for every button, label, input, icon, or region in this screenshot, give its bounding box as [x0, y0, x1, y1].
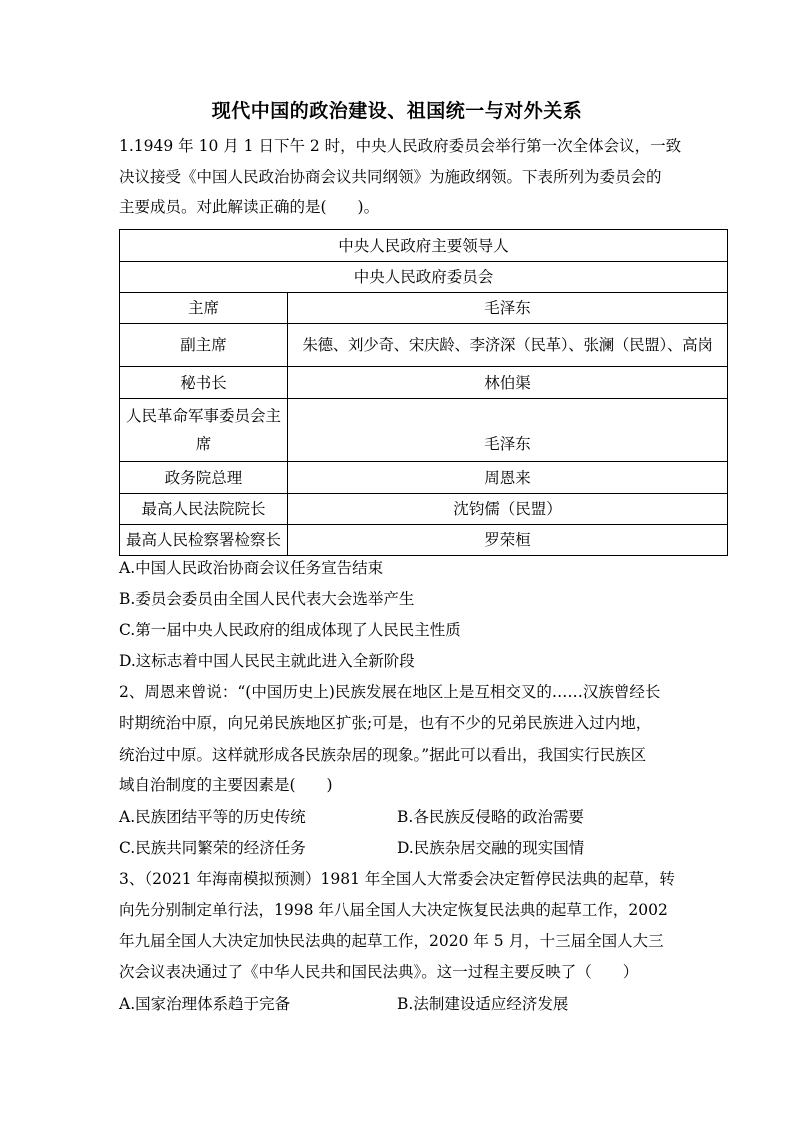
table-header: 中央人民政府主要领导人: [120, 230, 728, 262]
table-row: [120, 525, 728, 556]
table-row: [120, 230, 728, 262]
table-row: [120, 494, 728, 525]
role-line-1: 人民革命军事委员会主: [125, 407, 281, 425]
table-row: [120, 324, 728, 367]
q3-stem-line-2: 向先分别制定单行法，1998 年八届全国人大决定恢复民法典的起草工作，2002: [119, 901, 668, 919]
table-cell-role: 主席: [120, 293, 288, 324]
q3-stem-line-4: 次会议表决通过了《中华人民共和国民法典》。这一过程主要反映了（ ）: [119, 963, 639, 981]
role-line-2: 席: [195, 435, 212, 453]
table-cell-name: 沈钧儒（民盟）: [288, 494, 728, 525]
q3-stem-line-3: 年九届全国人大决定加快民法典的起草工作，2020 年 5 月，十三届全国人大三: [119, 932, 664, 950]
table-row: [120, 262, 728, 293]
table-row: [120, 399, 728, 462]
q1-stem-line-1: 1.1949 年 10 月 1 日下午 2 时，中央人民政府委员会举行第一次全体会议，一致: [119, 137, 682, 155]
q3-stem-line-1: 3、（2021 年海南模拟预测）1981 年全国人大常委会决定暂停民法典的起草，转: [119, 870, 675, 888]
table-cell-name: 朱德、刘少奇、宋庆龄、李济深（民革）、张澜（民盟）、高岗: [288, 324, 728, 367]
q1-option-a: A.中国人民政治协商会议任务宣告结束: [119, 559, 384, 577]
q1-stem-line-2: 决议接受《中国人民政治协商会议共同纲领》为施政纲领。下表所列为委员会的: [119, 168, 662, 186]
table-row: [120, 462, 728, 494]
q2-option-d: D.民族杂居交融的现实国情: [397, 839, 585, 857]
table-row: [120, 367, 728, 399]
q2-stem-line-2: 时期统治中原，向兄弟民族地区扩张;可是，也有不少的兄弟民族进入过内地，: [119, 714, 652, 732]
leaders-table: [119, 229, 728, 556]
q1-option-c: C.第一届中央人民政府的组成体现了人民民主性质: [119, 621, 461, 639]
q2-option-a: A.民族团结平等的历史传统: [119, 808, 306, 826]
q2-option-b: B.各民族反侵略的政治需要: [397, 808, 584, 826]
q3-option-a: A.国家治理体系趋于完备: [119, 995, 291, 1013]
q1-option-b: B.委员会委员由全国人民代表大会选举产生: [119, 590, 415, 608]
table-subheader: 中央人民政府委员会: [120, 262, 728, 293]
q3-option-b: B.法制建设适应经济发展: [397, 995, 569, 1013]
table-cell-name: 毛泽东: [288, 293, 728, 324]
page-title: 现代中国的政治建设、祖国统一与对外关系: [211, 100, 583, 122]
table-cell-name: 罗荣桓: [288, 525, 728, 556]
table-cell-role: [120, 399, 288, 462]
q2-stem-line-3: 统治过中原。这样就形成各民族杂居的现象。”据此可以看出，我国实行民族区: [119, 746, 647, 764]
q2-stem-line-4: 域自治制度的主要因素是( ): [119, 776, 333, 794]
table-cell-name: 林伯渠: [288, 367, 728, 399]
q1-stem-line-3: 主要成员。对此解读正确的是( )。: [119, 198, 380, 216]
q2-stem-line-1: 2、周恩来曾说：“(中国历史上)民族发展在地区上是互相交叉的……汉族曾经长: [119, 683, 661, 701]
table-cell-role: 最高人民法院院长: [120, 494, 288, 525]
table-cell-role: 秘书长: [120, 367, 288, 399]
q1-option-d: D.这标志着中国人民民主就此进入全新阶段: [119, 652, 415, 670]
q2-option-c: C.民族共同繁荣的经济任务: [119, 839, 306, 857]
table-cell-role: 政务院总理: [120, 462, 288, 494]
table-cell-name: 毛泽东: [288, 399, 728, 462]
table-cell-role: 最高人民检察署检察长: [120, 525, 288, 556]
table-row: [120, 293, 728, 324]
table-cell-name: 周恩来: [288, 462, 728, 494]
table-cell-role: 副主席: [120, 324, 288, 367]
